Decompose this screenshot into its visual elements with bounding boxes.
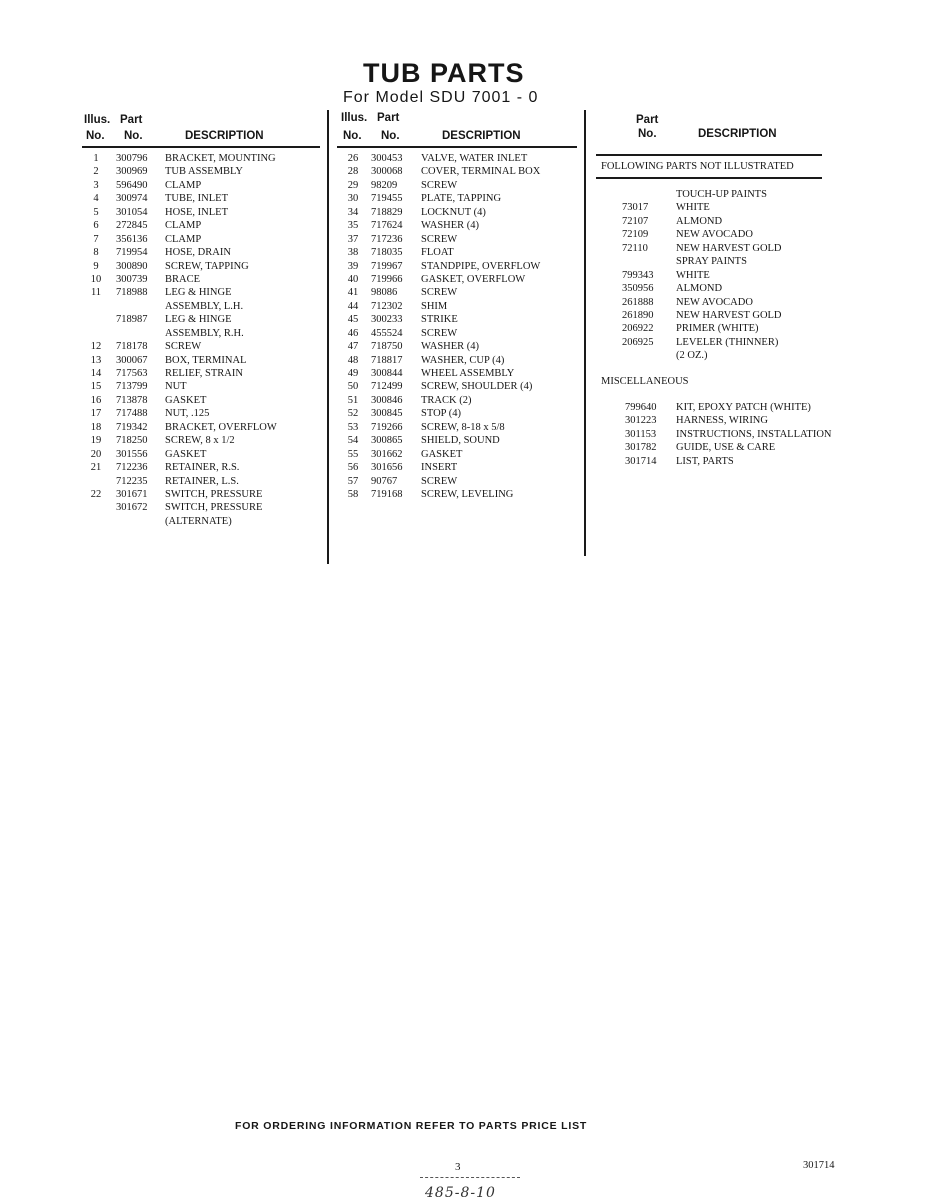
column-divider-2 <box>584 110 586 556</box>
part-number: 206922 <box>622 323 654 335</box>
list-item <box>84 246 322 259</box>
illus-number: 12 <box>90 341 102 353</box>
part-number: 300739 <box>116 273 148 285</box>
illus-number: 19 <box>90 435 102 447</box>
illus-number: 17 <box>90 408 102 420</box>
list-item <box>84 434 322 447</box>
part-number: 718987 <box>116 314 148 326</box>
list-item <box>600 228 840 241</box>
list-item <box>600 322 840 335</box>
part-description: BRACKET, OVERFLOW <box>165 421 277 433</box>
illus-number: 6 <box>93 220 99 232</box>
list-item <box>341 206 579 219</box>
list-item <box>600 215 840 228</box>
part-number: 799640 <box>625 402 657 413</box>
list-item <box>84 488 322 501</box>
part-description: LEVELER (THINNER) <box>676 336 779 348</box>
part-number: 718829 <box>371 206 403 218</box>
part-description: SCREW <box>421 179 458 191</box>
part-number: 712302 <box>371 300 403 312</box>
list-item <box>341 286 579 299</box>
list-item <box>84 179 322 192</box>
list-item <box>341 340 579 353</box>
list-item <box>600 188 840 201</box>
list-item <box>84 327 322 340</box>
list-item <box>341 179 579 192</box>
illus-number: 51 <box>347 394 359 406</box>
part-description: WASHER, CUP (4) <box>421 354 505 366</box>
list-item <box>84 354 322 367</box>
illus-number: 49 <box>347 368 359 379</box>
illus-number: 4 <box>93 193 99 205</box>
part-number: 261890 <box>622 309 654 321</box>
list-item <box>341 165 579 178</box>
illus-number: 2 <box>93 166 99 178</box>
part-number: 300233 <box>371 314 403 326</box>
part-number: 272845 <box>116 220 148 232</box>
illus-number: 21 <box>90 462 102 474</box>
part-number: 300974 <box>116 193 148 205</box>
part-description: SCREW <box>165 341 202 353</box>
illus-number: 22 <box>90 488 102 500</box>
list-item <box>600 441 840 454</box>
part-description: BRACE <box>165 273 201 285</box>
part-number: 72107 <box>622 215 649 227</box>
part-description: TRACK (2) <box>421 394 472 406</box>
part-description: (ALTERNATE) <box>165 515 232 527</box>
list-item <box>84 367 322 380</box>
list-item <box>341 488 579 501</box>
list-item <box>84 286 322 299</box>
part-description: ASSEMBLY, R.H. <box>165 327 244 339</box>
list-item <box>600 401 840 414</box>
list-item <box>600 349 840 362</box>
illus-number: 39 <box>347 260 359 272</box>
part-number: 301671 <box>116 488 148 500</box>
list-item <box>341 354 579 367</box>
list-item <box>84 394 322 407</box>
part-description: GASKET <box>165 448 207 460</box>
part-number: 718178 <box>116 341 148 353</box>
illus-number: 44 <box>347 300 359 312</box>
part-description: WHITE <box>676 269 710 281</box>
part-description: SCREW, 8 x 1/2 <box>165 435 235 447</box>
part-number: 300890 <box>116 260 148 272</box>
part-number: 301672 <box>116 502 148 514</box>
list-item <box>341 394 579 407</box>
part-number: 90767 <box>371 475 398 487</box>
list-item <box>84 407 322 420</box>
part-label: Part <box>120 114 143 126</box>
not-illustrated-title: FOLLOWING PARTS NOT ILLUSTRATED <box>601 161 794 172</box>
illus-number: 20 <box>90 448 102 460</box>
part-description: NUT, .125 <box>165 408 210 420</box>
part-description: LOCKNUT (4) <box>421 206 486 218</box>
part-description: WASHER (4) <box>421 220 480 232</box>
part-description: COVER, TERMINAL BOX <box>421 166 541 178</box>
parts-column-2 <box>341 112 579 500</box>
illus-label: Illus. <box>84 114 111 126</box>
part-number: 98086 <box>371 287 398 299</box>
part-description: PLATE, TAPPING <box>421 193 502 205</box>
part-no-label: No. <box>638 128 657 140</box>
list-item <box>341 192 579 205</box>
column-divider-1 <box>327 110 329 564</box>
illus-label: Illus. <box>341 112 368 124</box>
description-label: DESCRIPTION <box>442 130 521 142</box>
part-description: NUT <box>165 381 187 393</box>
list-item <box>341 475 579 488</box>
list-item <box>84 501 322 514</box>
illus-number: 8 <box>93 247 99 259</box>
part-number: 719966 <box>371 273 403 285</box>
list-item <box>341 434 579 447</box>
part-label: Part <box>377 112 400 124</box>
part-number: 206925 <box>622 336 654 348</box>
list-item <box>600 309 840 322</box>
part-description: RETAINER, L.S. <box>165 475 239 487</box>
list-item <box>600 242 840 255</box>
part-number: 301556 <box>116 448 148 460</box>
part-description: WHEEL ASSEMBLY <box>421 368 515 379</box>
part-number: 301782 <box>625 442 657 454</box>
illus-number: 11 <box>90 287 102 299</box>
list-item <box>84 206 322 219</box>
part-description: SCREW, 8-18 x 5/8 <box>421 421 505 433</box>
list-item <box>341 273 579 286</box>
list-item <box>341 246 579 259</box>
illus-number: 50 <box>347 381 359 393</box>
part-description: INSTRUCTIONS, INSTALLATION <box>676 428 832 440</box>
section-rule <box>596 177 822 179</box>
part-description: ASSEMBLY, L.H. <box>165 300 244 312</box>
illus-number: 38 <box>347 247 359 259</box>
list-item <box>341 233 579 246</box>
illus-number: 28 <box>347 166 359 178</box>
part-number: 300846 <box>371 394 403 406</box>
part-number: 717624 <box>371 220 403 232</box>
part-number: 350956 <box>622 283 654 295</box>
part-description: NEW AVOCADO <box>676 229 753 241</box>
part-description: CLAMP <box>165 179 202 191</box>
illus-number: 52 <box>347 408 359 420</box>
ordering-note: FOR ORDERING INFORMATION REFER TO PARTS PRICE LIST <box>235 1120 588 1132</box>
parts-column-3 <box>600 114 840 467</box>
handwritten-note: 485-8-10 <box>425 1185 496 1201</box>
illus-number: 56 <box>347 462 359 474</box>
illus-number: 29 <box>347 179 359 191</box>
part-description: SHIM <box>421 300 448 312</box>
part-number: 301714 <box>625 455 657 467</box>
part-description: NEW HARVEST GOLD <box>676 309 782 321</box>
part-label: Part <box>636 114 659 126</box>
part-number: 300844 <box>371 368 403 379</box>
list-item <box>600 296 840 309</box>
list-item <box>84 421 322 434</box>
part-description: (2 OZ.) <box>676 350 708 362</box>
part-description: BOX, TERMINAL <box>165 354 247 366</box>
list-item <box>84 313 322 326</box>
illus-number: 7 <box>93 233 99 245</box>
part-description: VALVE, WATER INLET <box>421 153 528 164</box>
illus-number: 9 <box>93 260 99 272</box>
list-item <box>84 260 322 273</box>
list-item <box>84 340 322 353</box>
part-description: WHITE <box>676 202 710 214</box>
part-description: TUBE, INLET <box>165 193 228 205</box>
part-number: 301656 <box>371 462 403 474</box>
part-number: 718750 <box>371 341 403 353</box>
part-description: GUIDE, USE & CARE <box>676 442 776 454</box>
part-description: SCREW, SHOULDER (4) <box>421 381 533 393</box>
list-item <box>341 219 579 232</box>
part-description: BRACKET, MOUNTING <box>165 153 276 164</box>
part-number: 356136 <box>116 233 148 245</box>
page-number: 3 <box>455 1161 461 1173</box>
part-description: KIT, EPOXY PATCH (WHITE) <box>676 402 811 413</box>
part-number: 98209 <box>371 179 398 191</box>
list-item <box>600 269 840 282</box>
list-item <box>600 455 840 468</box>
list-item <box>341 327 579 340</box>
part-number: 73017 <box>622 202 649 214</box>
list-item <box>84 219 322 232</box>
illus-number: 10 <box>90 273 102 285</box>
illus-number: 35 <box>347 220 359 232</box>
description-label: DESCRIPTION <box>698 128 777 140</box>
part-description: SPRAY PAINTS <box>676 256 747 268</box>
list-item <box>341 461 579 474</box>
part-number: 300453 <box>371 153 403 164</box>
list-item <box>84 273 322 286</box>
part-number: 72109 <box>622 229 649 241</box>
list-item <box>84 461 322 474</box>
part-description: SCREW <box>421 327 458 339</box>
list-item <box>84 475 322 488</box>
illus-number: 55 <box>347 448 359 460</box>
illus-number: 14 <box>90 368 102 379</box>
model-subtitle: For Model SDU 7001 - 0 <box>343 89 539 106</box>
illus-number: 5 <box>93 206 99 218</box>
part-description: NEW AVOCADO <box>676 296 753 308</box>
part-description: STANDPIPE, OVERFLOW <box>421 260 541 272</box>
part-number: 713799 <box>116 381 148 393</box>
part-no-label: No. <box>381 130 400 142</box>
illus-number: 26 <box>347 153 359 164</box>
illus-number: 46 <box>347 327 359 339</box>
part-description: GASKET, OVERFLOW <box>421 273 526 285</box>
parts-list-2 <box>341 152 579 501</box>
list-item <box>600 336 840 349</box>
list-item <box>341 421 579 434</box>
part-description: HOSE, INLET <box>165 206 228 218</box>
part-number: 718988 <box>116 287 148 299</box>
list-item <box>341 300 579 313</box>
document-number: 301714 <box>803 1160 835 1171</box>
part-number: 717488 <box>116 408 148 420</box>
illus-no-label: No. <box>86 130 105 142</box>
part-number: 718817 <box>371 354 403 366</box>
part-description: HARNESS, WIRING <box>676 415 768 427</box>
list-item <box>600 201 840 214</box>
part-number: 301153 <box>625 428 657 440</box>
part-no-label: No. <box>124 130 143 142</box>
illus-number: 57 <box>347 475 359 487</box>
list-item <box>600 428 840 441</box>
illus-number: 18 <box>90 421 102 433</box>
list-item <box>84 380 322 393</box>
list-item <box>341 367 579 380</box>
part-description: CLAMP <box>165 220 202 232</box>
part-description: SCREW <box>421 475 458 487</box>
part-description: RELIEF, STRAIN <box>165 368 243 379</box>
description-label: DESCRIPTION <box>185 130 264 142</box>
part-number: 301662 <box>371 448 403 460</box>
illus-number: 53 <box>347 421 359 433</box>
part-number: 712235 <box>116 475 148 487</box>
list-item <box>84 515 322 528</box>
part-number: 455524 <box>371 327 403 339</box>
part-number: 799343 <box>622 269 654 281</box>
part-number: 712236 <box>116 462 148 474</box>
illus-number: 58 <box>347 488 359 500</box>
list-item <box>341 313 579 326</box>
part-description: SHIELD, SOUND <box>421 435 500 447</box>
part-number: 596490 <box>116 179 148 191</box>
part-number: 717236 <box>371 233 403 245</box>
list-item <box>84 300 322 313</box>
part-number: 717563 <box>116 368 148 379</box>
part-description: GASKET <box>421 448 463 460</box>
part-number: 719455 <box>371 193 403 205</box>
list-item <box>600 255 840 268</box>
header-rule <box>596 154 822 156</box>
part-description: GASKET <box>165 394 207 406</box>
part-number: 261888 <box>622 296 654 308</box>
part-description: FLOAT <box>421 247 454 259</box>
part-number: 719967 <box>371 260 403 272</box>
part-description: RETAINER, R.S. <box>165 462 240 474</box>
list-item <box>84 233 322 246</box>
part-description: INSERT <box>421 462 458 474</box>
parts-column-1 <box>84 114 322 527</box>
illus-number: 47 <box>347 341 359 353</box>
part-description: STOP (4) <box>421 408 461 420</box>
touch-up-paints-list <box>600 188 840 363</box>
illus-number: 37 <box>347 233 359 245</box>
part-number: 719342 <box>116 421 148 433</box>
illus-no-label: No. <box>343 130 362 142</box>
list-item <box>84 192 322 205</box>
part-number: 718250 <box>116 435 148 447</box>
part-description: SCREW <box>421 287 458 299</box>
part-description: LEG & HINGE <box>165 287 232 299</box>
part-number: 300865 <box>371 435 403 447</box>
illus-number: 30 <box>347 193 359 205</box>
illus-number: 54 <box>347 435 359 447</box>
list-item <box>341 407 579 420</box>
part-number: 712499 <box>371 381 403 393</box>
part-description: SWITCH, PRESSURE <box>165 502 263 514</box>
page-title: TUB PARTS <box>363 58 525 88</box>
list-item <box>84 152 322 165</box>
part-number: 300845 <box>371 408 403 420</box>
column-header <box>84 114 322 148</box>
list-item <box>84 165 322 178</box>
header-rule <box>337 146 577 148</box>
part-description: SCREW <box>421 233 458 245</box>
part-number: 719168 <box>371 488 403 500</box>
part-description: WASHER (4) <box>421 341 480 353</box>
part-description: CLAMP <box>165 233 202 245</box>
part-number: 713878 <box>116 394 148 406</box>
column-header <box>600 114 840 148</box>
header-rule <box>82 146 320 148</box>
miscellaneous-list <box>600 401 840 468</box>
list-item <box>341 380 579 393</box>
page-number-rule <box>420 1177 520 1178</box>
part-description: LEG & HINGE <box>165 314 232 326</box>
column-header <box>341 114 579 148</box>
part-description: HOSE, DRAIN <box>165 247 231 259</box>
list-item <box>341 260 579 273</box>
part-number: 300068 <box>371 166 403 178</box>
illus-number: 15 <box>90 381 102 393</box>
list-item <box>341 448 579 461</box>
part-description: SWITCH, PRESSURE <box>165 488 263 500</box>
part-number: 719266 <box>371 421 403 433</box>
part-description: PRIMER (WHITE) <box>676 323 759 335</box>
part-number: 719954 <box>116 247 148 259</box>
miscellaneous-title: MISCELLANEOUS <box>601 376 689 387</box>
illus-number: 48 <box>347 354 359 366</box>
part-description: NEW HARVEST GOLD <box>676 242 782 254</box>
list-item <box>341 152 579 165</box>
part-description: ALMOND <box>676 283 723 295</box>
part-description: TOUCH-UP PAINTS <box>676 189 767 200</box>
illus-number: 1 <box>93 153 99 164</box>
list-item <box>600 282 840 295</box>
part-number: 300067 <box>116 354 148 366</box>
illus-number: 41 <box>347 287 359 299</box>
part-description: SCREW, TAPPING <box>165 260 249 272</box>
parts-list-1 <box>84 152 322 528</box>
part-number: 301054 <box>116 206 148 218</box>
part-description: TUB ASSEMBLY <box>165 166 244 178</box>
part-number: 72110 <box>622 242 648 254</box>
part-description: SCREW, LEVELING <box>421 488 514 500</box>
part-description: STRIKE <box>421 314 458 326</box>
part-number: 301223 <box>625 415 657 427</box>
illus-number: 34 <box>347 206 359 218</box>
illus-number: 40 <box>347 273 359 285</box>
part-number: 300796 <box>116 153 148 164</box>
part-description: ALMOND <box>676 215 723 227</box>
part-number: 718035 <box>371 247 403 259</box>
list-item <box>84 448 322 461</box>
part-description: LIST, PARTS <box>676 455 734 467</box>
illus-number: 16 <box>90 394 102 406</box>
illus-number: 13 <box>90 354 102 366</box>
illus-number: 45 <box>347 314 359 326</box>
list-item <box>600 414 840 427</box>
part-number: 300969 <box>116 166 148 178</box>
illus-number: 3 <box>93 179 99 191</box>
